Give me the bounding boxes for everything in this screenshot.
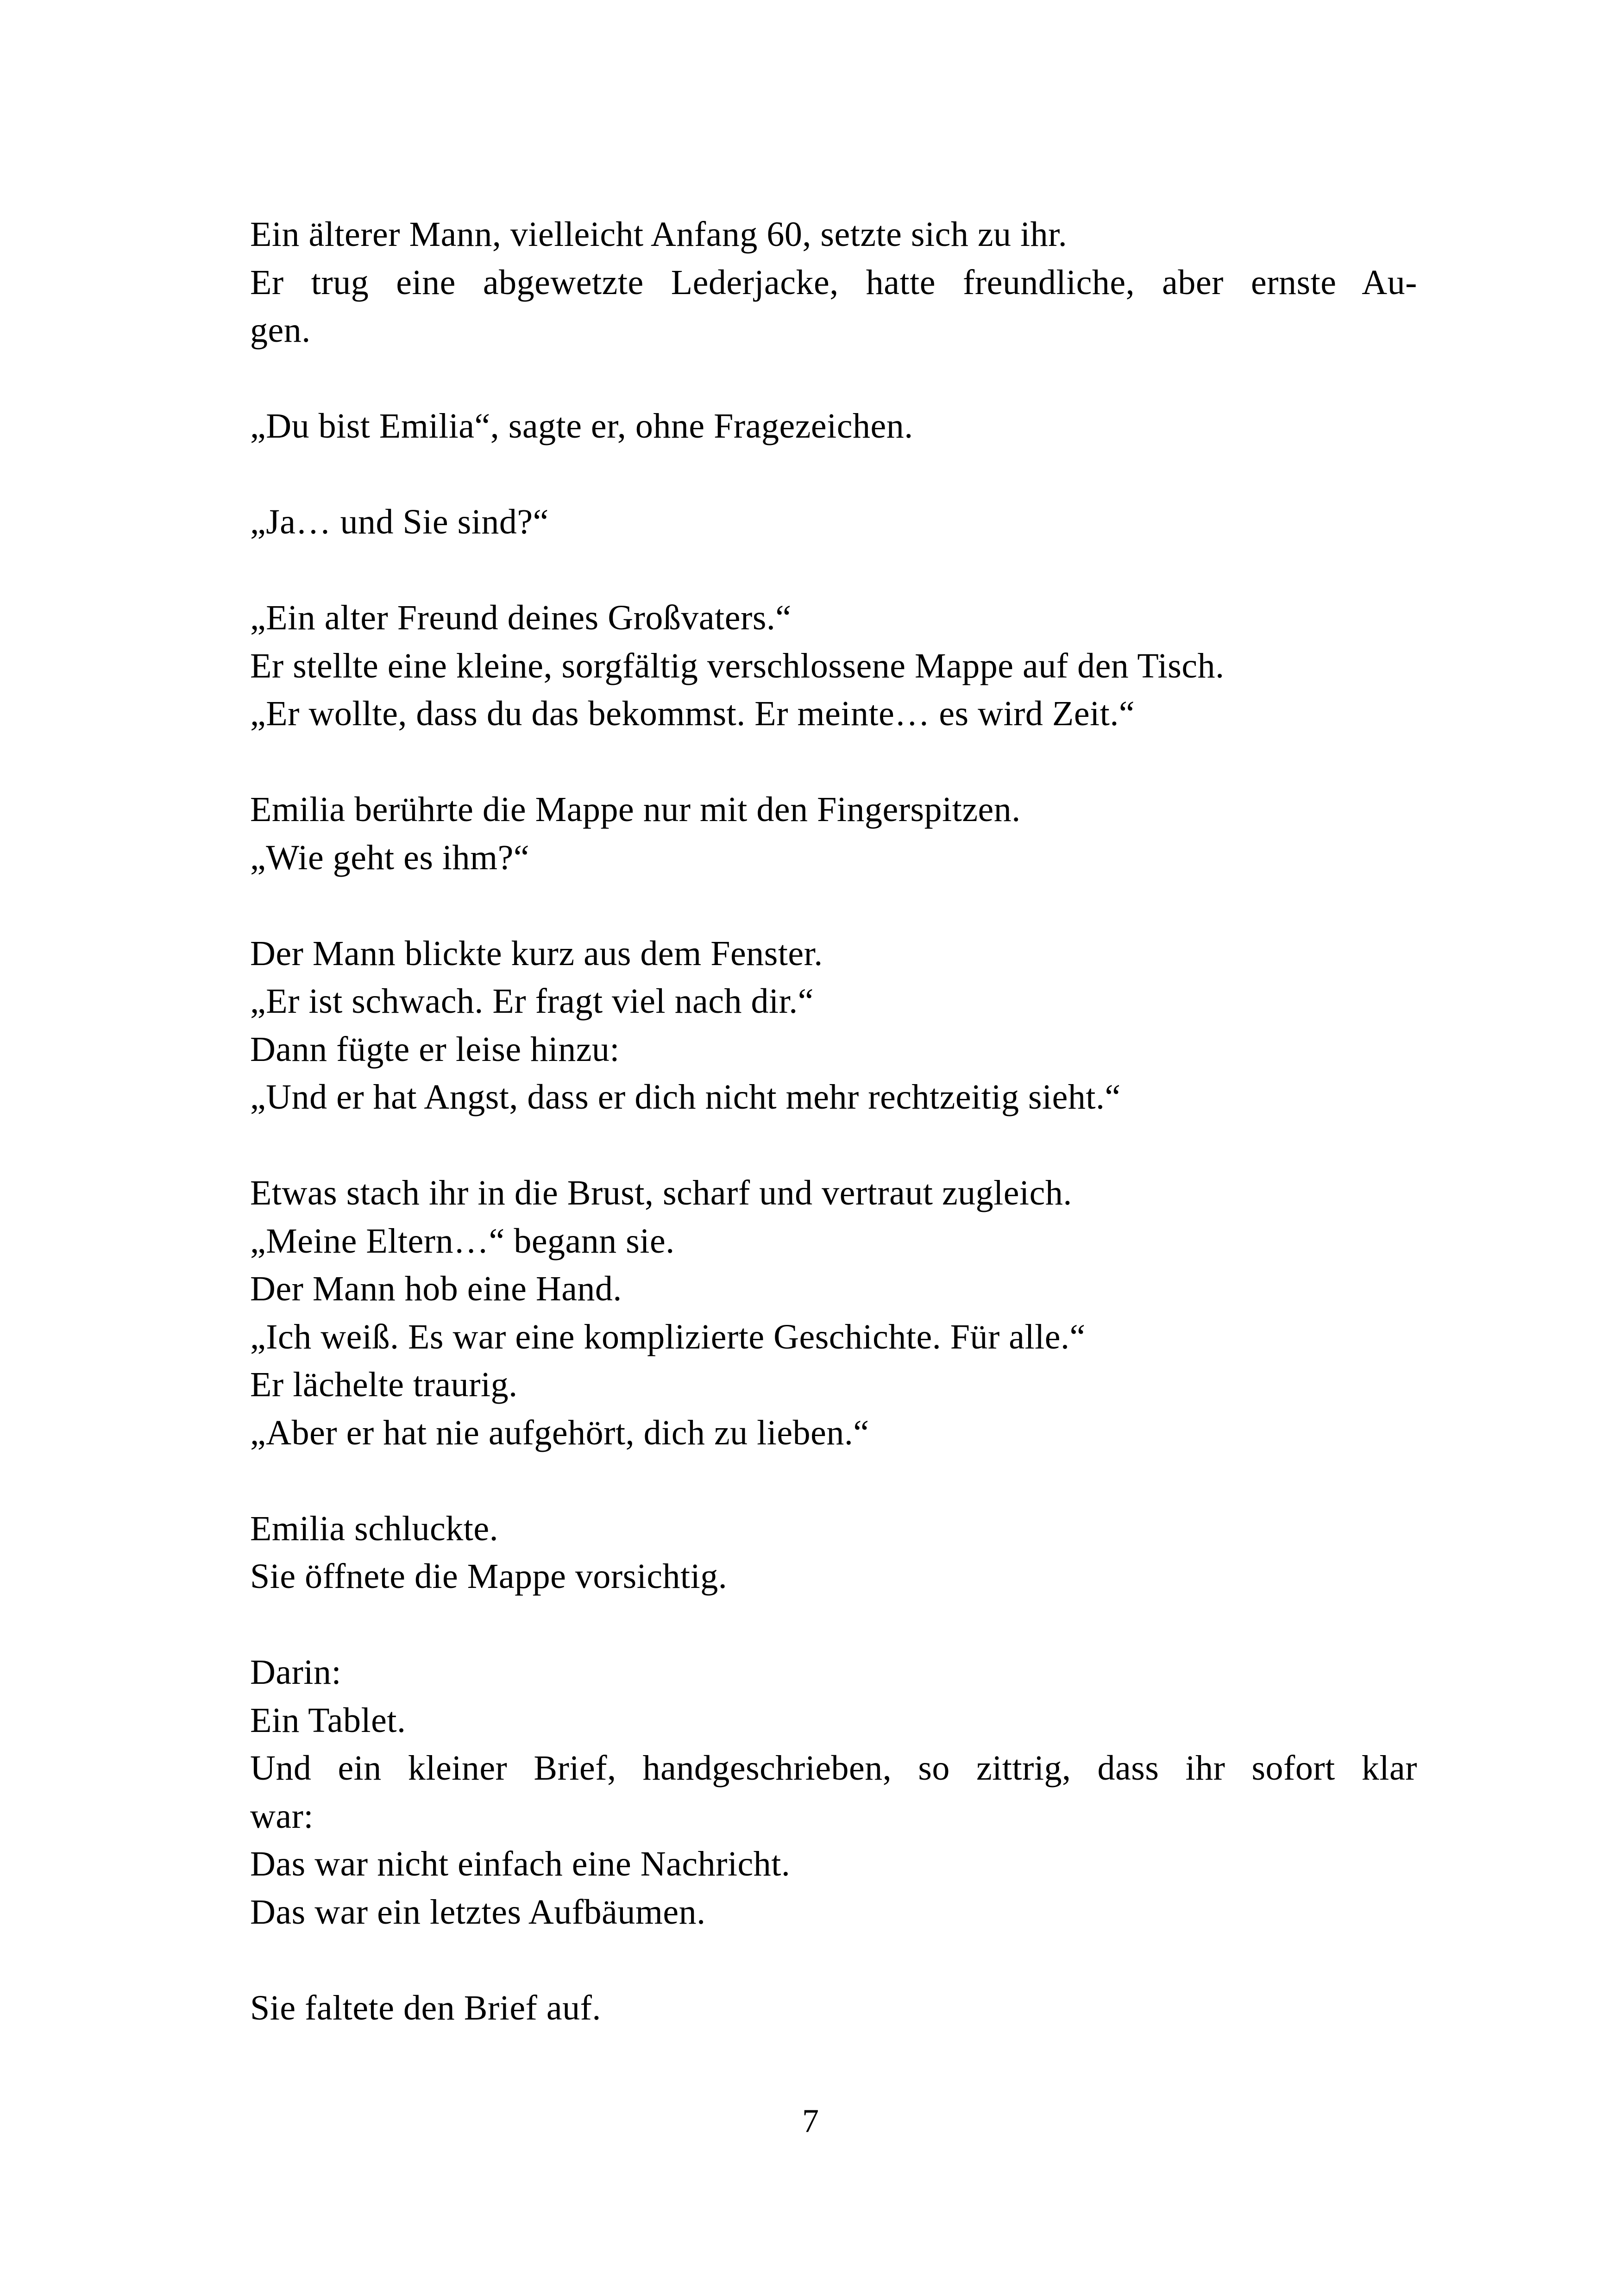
paragraph-gap — [250, 546, 1417, 595]
paragraph — [250, 498, 1417, 546]
paragraph-gap — [250, 1457, 1417, 1505]
paragraph — [250, 1649, 1417, 1936]
text-line: Er lächelte traurig. — [250, 1365, 518, 1404]
text-line: „Er ist schwach. Er fragt viel nach dir.“ — [250, 982, 814, 1021]
paragraph-gap — [250, 355, 1417, 403]
text-line: Ein Tablet. — [250, 1700, 406, 1740]
paragraph-gap — [250, 738, 1417, 786]
text-line: Ein älterer Mann, vielleicht Anfang 60, setzte sich zu ihr. — [250, 215, 1068, 254]
paragraph — [250, 786, 1417, 882]
paragraph-gap — [250, 1936, 1417, 1984]
text-line: „Du bist Emilia“, sagte er, ohne Fragezeichen. — [250, 407, 913, 445]
paragraph — [250, 594, 1417, 738]
text-line: Dann fügte er leise hinzu: — [250, 1029, 620, 1069]
paragraph-gap — [250, 451, 1417, 499]
text-line: Er stellte eine kleine, sorgfältig verschlossene Mappe auf den Tisch. — [250, 646, 1225, 685]
text-line: Emilia berührte die Mappe nur mit den Fingerspitzen. — [250, 790, 1021, 829]
text-line: „Ich weiß. Es war eine komplizierte Geschichte. Für alle.“ — [250, 1317, 1086, 1356]
text-line: Emilia schluckte. — [250, 1509, 499, 1548]
page-number: 7 — [802, 2102, 819, 2139]
text-line: Sie öffnete die Mappe vorsichtig. — [250, 1557, 728, 1596]
text-line: Und ein kleiner Brief, handgeschrieben, so zittrig, dass ihr sofort klar — [250, 1749, 1417, 1788]
paragraph — [250, 930, 1417, 1122]
paragraph — [250, 402, 1417, 451]
text-line: Etwas stach ihr in die Brust, scharf und vertraut zugleich. — [250, 1173, 1072, 1212]
text-line: „Ein alter Freund deines Großvaters.“ — [250, 598, 792, 637]
text-line: „Er wollte, dass du das bekommst. Er meinte… es wird Zeit.“ — [250, 694, 1135, 733]
paragraph — [250, 1984, 1417, 2033]
paragraph-gap — [250, 882, 1417, 930]
text-line: „Meine Eltern…“ begann sie. — [250, 1221, 675, 1261]
text-line: Er trug eine abgewetzte Lederjacke, hatte freundliche, aber ernste Au- — [250, 263, 1417, 302]
paragraph-gap — [250, 1601, 1417, 1649]
text-line: Das war nicht einfach eine Nachricht. — [250, 1844, 791, 1883]
text-line: Der Mann blickte kurz aus dem Fenster. — [250, 934, 823, 973]
text-line: „Aber er hat nie aufgehört, dich zu lieben.“ — [250, 1413, 869, 1452]
paragraph — [250, 1169, 1417, 1457]
text-line: Der Mann hob eine Hand. — [250, 1269, 622, 1308]
paragraph — [250, 211, 1417, 355]
paragraph — [250, 1505, 1417, 1601]
body-text — [250, 211, 1417, 2032]
text-line: „Wie geht es ihm?“ — [250, 838, 530, 877]
text-line: Sie faltete den Brief auf. — [250, 1988, 601, 2027]
text-line: Darin: — [250, 1653, 342, 1692]
paragraph-gap — [250, 1122, 1417, 1170]
text-line: gen. — [250, 311, 311, 350]
text-line: „Ja… und Sie sind?“ — [250, 502, 549, 541]
text-line: Das war ein letztes Aufbäumen. — [250, 1892, 706, 1932]
text-line: war: — [250, 1796, 314, 1836]
text-line: „Und er hat Angst, dass er dich nicht mehr rechtzeitig sieht.“ — [250, 1078, 1121, 1117]
